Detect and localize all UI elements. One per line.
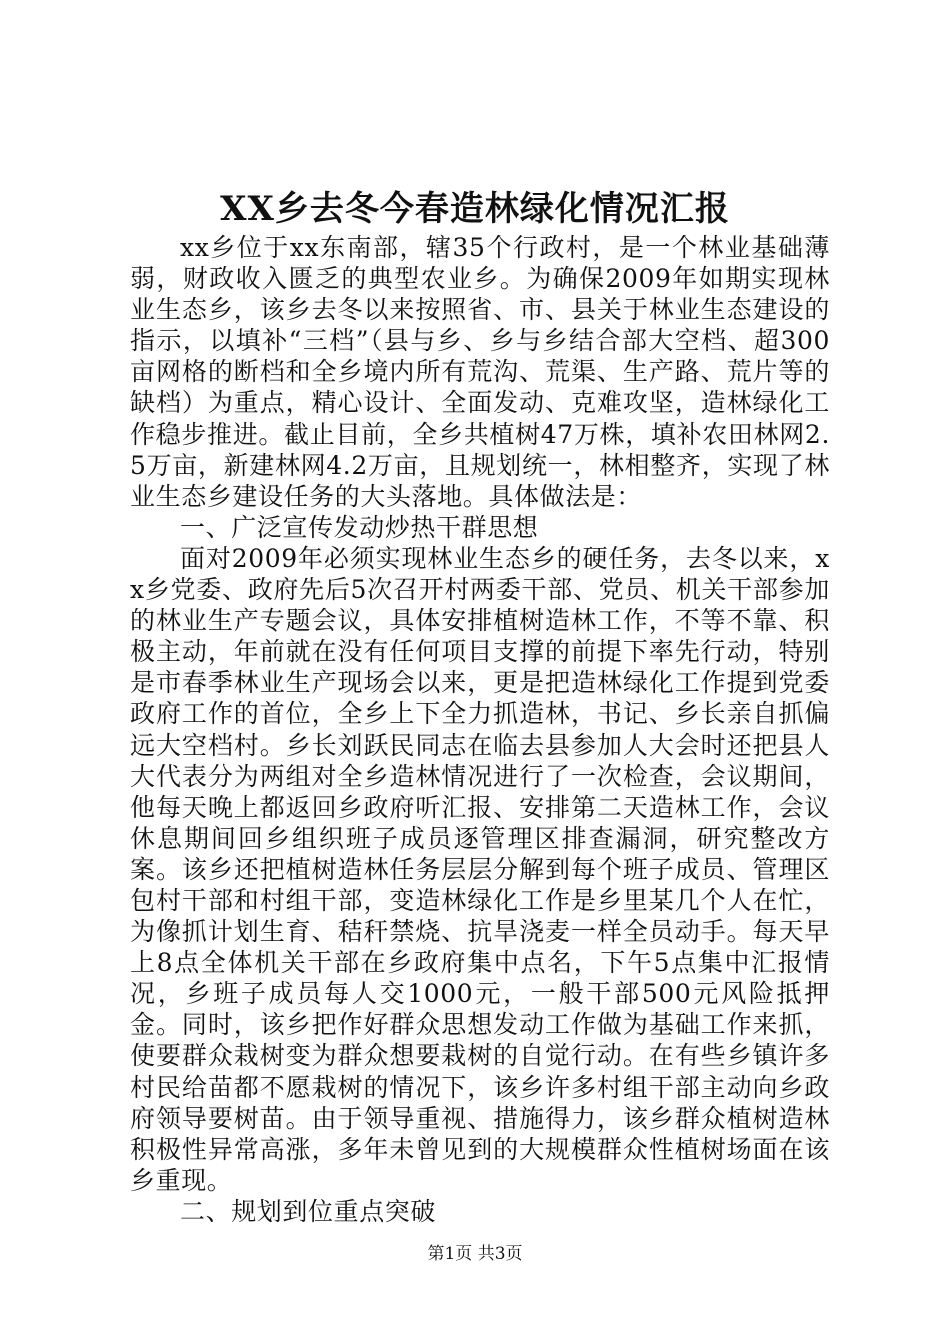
paragraph-intro: xx乡位于xx东南部，辖35个行政村，是一个林业基础薄弱，财政收入匮乏的典型农业乡。为确保2009年如期实现林业生态乡，该乡去冬以来按照省、市、县关于林业生态建设的指示，以填补“三档”（县与乡、乡与乡结合部大空档、超300亩网格的断档和全乡境内所有荒沟、荒渠、生产路、荒片等的缺档）为重点，精心设计、全面发动、克难攻坚，造林绿化工作稳步推进。截止目前，全乡共植树47万株，填补农田林网2.5万亩，新建林网4.2万亩，且规划统一，林相整齐，实现了林业生态乡建设任务的大头落地。具体做法是： bbox=[130, 233, 830, 511]
document-title: XX乡去冬今春造林绿化情况汇报 bbox=[220, 189, 730, 229]
section-heading-2: 二、规划到位重点突破 bbox=[180, 1196, 437, 1226]
section-heading-1: 一、广泛宣传发动炒热干群思想 bbox=[180, 512, 539, 542]
page-indicator: 第1页 共3页 bbox=[427, 1244, 523, 1264]
document-body bbox=[130, 232, 830, 1227]
paragraph-section-1: 面对2009年必须实现林业生态乡的硬任务，去冬以来，xx乡党委、政府先后5次召开村两委干部、党员、机关干部参加的林业生产专题会议，具体安排植树造林工作，不等不靠、积极主动，年前就在没有任何项目支撑的前提下率先行动，特别是市春季林业生产现场会以来，更是把造林绿化工作提到党委政府工作的首位，全乡上下全力抓造林，书记、乡长亲自抓偏远大空档村。乡长刘跃民同志在临去县参加人大会时还把县人大代表分为两组对全乡造林情况进行了一次检查，会议期间，他每天晚上都返回乡政府听汇报、安排第二天造林工作，会议休息期间回乡组织班子成员逐管理区排查漏洞，研究整改方案。该乡还把植树造林任务层层分解到每个班子成员、管理区包村干部和村组干部，变造林绿化工作是乡里某几个人在忙，为像抓计划生育、秸秆禁烧、抗旱浇麦一样全员动手。每天早上8点全体机关干部在乡政府集中点名，下午5点集中汇报情况，乡班子成员每人交1000元，一般干部500元风险抵押金。同时，该乡把作好群众思想发动工作做为基础工作来抓，使要群众栽树变为群众想要栽树的自觉行动。在有些乡镇许多村民给苗都不愿栽树的情况下，该乡许多村组干部主动向乡政府领导要树苗。由于领导重视、措施得力，该乡群众植树造林积极性异常高涨，多年未曾见到的大规模群众性植树场面在该乡重现。 bbox=[130, 543, 830, 1195]
